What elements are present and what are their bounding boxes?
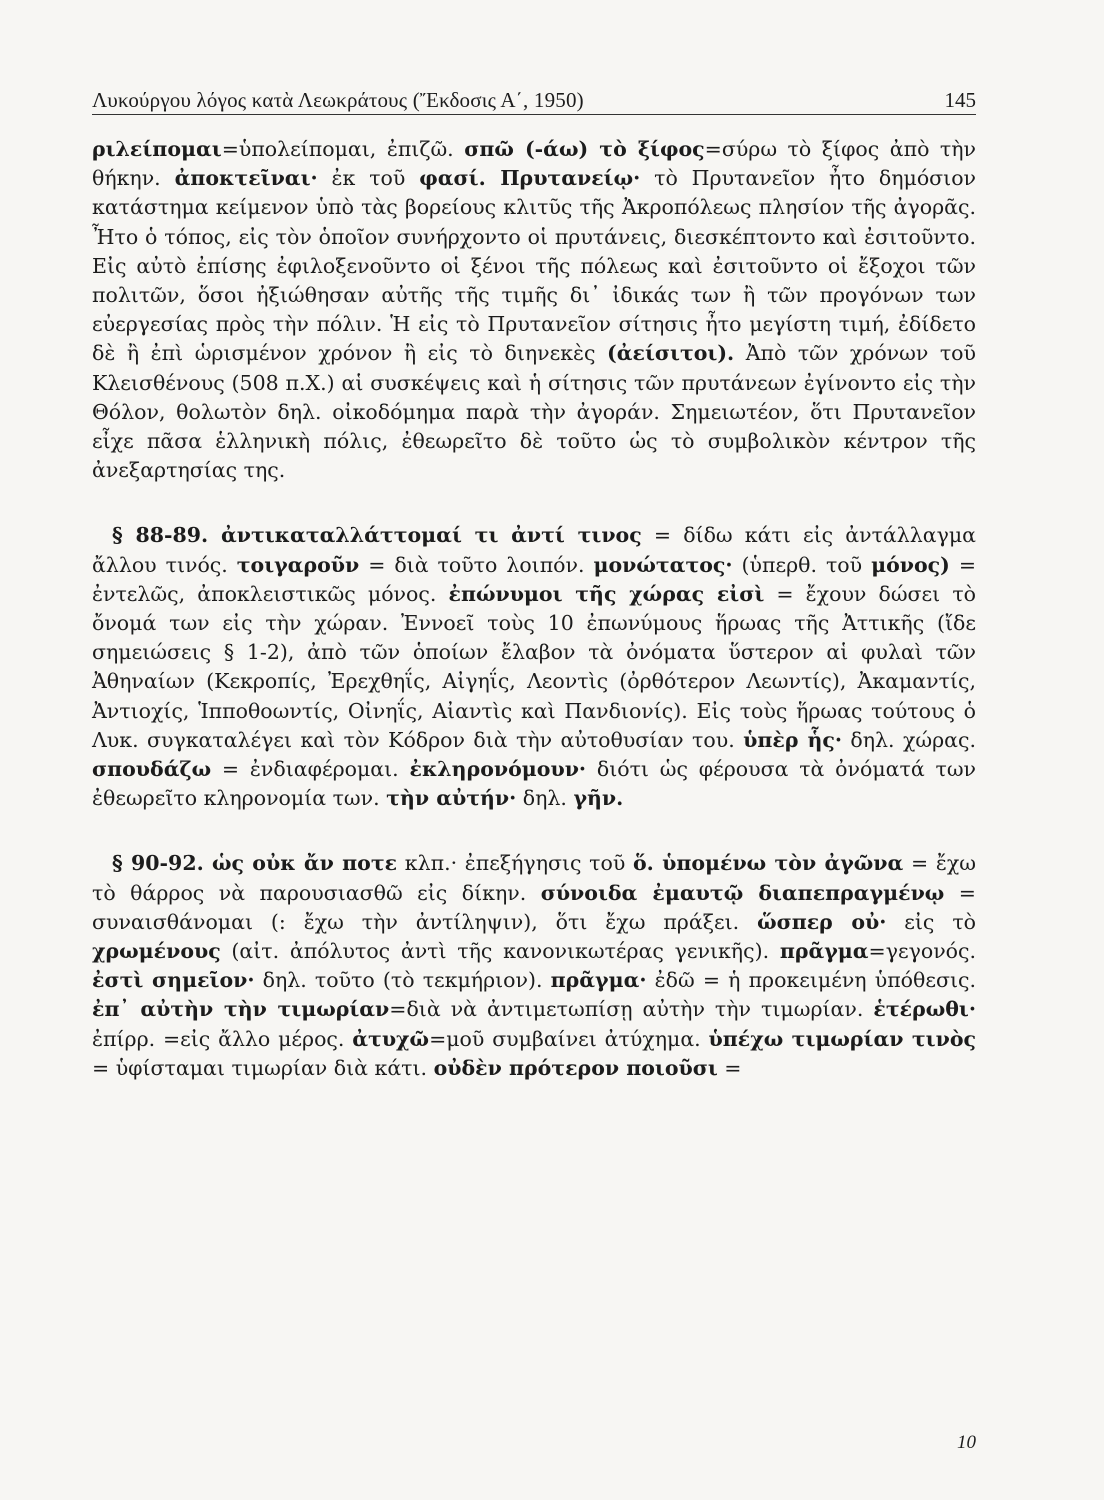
lemma-term: σύνοιδα ἐμαυτῷ διαπεπραγμένῳ [540, 880, 945, 905]
gloss-text: ἐκ τοῦ [317, 166, 420, 191]
lemma-term: σπουδάζω [92, 757, 212, 782]
lemma-term: ἑτέρωθι· [873, 997, 976, 1022]
lemma-term: πρᾶγμα [779, 939, 869, 964]
gloss-text: =μοῦ συμβαίνει ἀτύχημα. [429, 1026, 709, 1051]
gloss-text: = συναισθάνομαι (: ἔχω τὴν ἀντίληψιν), ὅτι ἔχω πράξει. [92, 880, 976, 934]
gloss-text: = ἐνδιαφέρομαι. [211, 757, 410, 782]
gloss-text: = ἔχω τὸ θάρρος νὰ παρουσιασθῶ εἰς δίκην. [92, 851, 976, 905]
gloss-text: ἐδῶ = ἡ προκειμένη ὑπόθεσις. [646, 968, 976, 993]
lemma-term: ὥσπερ οὐ· [757, 909, 887, 934]
paragraph-section-88-89 [92, 521, 976, 813]
gloss-text: κλπ.· ἐπεξήγησις τοῦ [397, 851, 633, 876]
lemma-term: § 90-92. ὡς οὐκ ἄν ποτε [112, 851, 398, 876]
gloss-text: =ὑπολείπομαι, ἐπιζῶ. [221, 137, 465, 161]
gloss-text: εἰς τὸ [886, 909, 977, 934]
lemma-term: σπῶ (-άω) τὸ ξίφος [464, 137, 705, 161]
lemma-term: ἀποκτεῖναι· [174, 166, 318, 191]
gloss-text: Ἀπὸ τῶν χρόνων τοῦ Κλεισθένους (508 π.Χ.) αἱ συσκέψεις καὶ ἡ σίτησις τῶν πρυτάνεων ἐγίνοντο εἰς τὴν Θόλον, θολωτὸν δηλ. οἰκοδόμημα παρὰ τὴν ἀγοράν. Σημειωτέον, ὅτι Πρυτανεῖον εἶχε πᾶσα ἑλληνικὴ πόλις, ἐθεωρεῖτο δὲ τοῦτο ὡς τὸ συμβολικὸν κέντρον τῆς ἀνεξαρτησίας της. [92, 341, 976, 483]
lemma-term: μονώτατος· [593, 552, 733, 577]
lemma-term: τοιγαροῦν [236, 552, 360, 577]
gloss-text: = διὰ τοῦτο λοιπόν. [359, 552, 594, 577]
lemma-term: μόνος) [871, 552, 950, 577]
lemma-term: ἐστὶ σημεῖον· [92, 968, 255, 993]
paragraph-prytaneion [92, 135, 976, 485]
lemma-term: ἐκληρονόμουν· [409, 757, 587, 782]
gloss-text: (αἰτ. ἀπόλυτος ἀντὶ τῆς κανονικωτέρας γενικῆς). [220, 939, 780, 964]
lemma-term: ἀτυχῶ [352, 1026, 430, 1051]
gloss-text: διότι ὡς φέρουσα τὰ ὀνόματά των ἐθεωρεῖτο κληρονομία των. [92, 757, 976, 811]
lemma-term: ὑπὲρ ἧς· [743, 727, 843, 752]
gloss-text: = ἔχουν δώσει τὸ ὄνομά των εἰς τὴν χώραν. Ἐννοεῖ τοὺς 10 ἐπωνύμους ἥρωας τῆς Ἀττικῆς (ἴδε σημειώσεις § 1-2), ἀπὸ τῶν ὁποίων ἔλαβον τὰ ὀνόματα ὕστερον αἱ φυλαὶ τῶν Ἀθηναίων (Κεκροπίς, Ἐρεχθηΐς, Αἰγηΐς, Λεοντὶς (ὀρθότερον Λεωντίς), Ἀκαμαντίς, Ἀντιοχίς, Ἱπποθοωντίς, Οἰνηΐς, Αἰαντὶς καὶ Πανδιονίς). Εἰς τοὺς ἥρωας τούτους ὁ Λυκ. συγκαταλέγει καὶ τὸν Κόδρον διὰ τὴν αὐτοθυσίαν του. [92, 581, 977, 752]
lemma-term: χρωμένους [92, 939, 221, 964]
paragraph-section-90-92 [92, 849, 976, 1083]
gloss-text: = δίδω κάτι εἰς ἀντάλλαγμα ἄλλου τινός. [92, 523, 977, 577]
lemma-term: ὅ. ὑπομένω τὸν ἀγῶνα [632, 851, 904, 876]
lemma-term: ἐπώνυμοι τῆς χώρας εἰσὶ [448, 581, 765, 606]
lemma-term: γῆν. [573, 786, 624, 811]
signature-mark: 10 [957, 1432, 976, 1453]
gloss-text: = ἐντελῶς, ἀποκλειστικῶς μόνος. [92, 552, 976, 606]
gloss-text: =διὰ νὰ ἀντιμετωπίσῃ αὐτὴν τὴν τιμωρίαν. [389, 997, 874, 1022]
gloss-text: = [717, 1055, 742, 1080]
lemma-term: ριλείπομαι [92, 137, 222, 161]
lemma-term: φασί. Πρυτανείῳ· [419, 166, 641, 191]
page-number: 145 [944, 88, 976, 112]
gloss-text: =γεγονός. [868, 939, 976, 964]
lemma-term: ἐπ᾽ αὐτὴν τὴν τιμωρίαν [92, 997, 390, 1022]
page-body [92, 135, 976, 1083]
lemma-term: οὐδὲν πρότερον ποιοῦσι [433, 1055, 718, 1080]
lemma-term: τὴν αὐτήν· [386, 786, 517, 811]
lemma-term: § 88-89. ἀντικαταλλάττομαί τι ἀντί τινος [112, 523, 642, 548]
running-title: Λυκούργου λόγος κατὰ Λεωκράτους (Ἔκδοσις Α΄, 1950) [92, 88, 584, 112]
lemma-term: ὑπέχω τιμωρίαν τινὸς [708, 1026, 976, 1051]
gloss-text: δηλ. χώρας. [842, 727, 976, 752]
gloss-text: (ὑπερθ. τοῦ [732, 552, 872, 577]
gloss-text: δηλ. τοῦτο (τὸ τεκμήριον). [254, 968, 551, 993]
gloss-text: =σύρω τὸ ξίφος ἀπὸ τὴν θήκην. [92, 137, 977, 191]
lemma-term: πρᾶγμα· [550, 968, 647, 993]
header-rule [92, 114, 976, 115]
gloss-text: τὸ Πρυτανεῖον ἦτο δημόσιον κατάστημα κείμενον ὑπὸ τὰς βορείους κλιτῦς τῆς Ἀκροπόλεως πλησίον τῆς ἀγορᾶς. Ἦτο ὁ τόπος, εἰς τὸν ὁποῖον συνήρχοντο οἱ πρυτάνεις, διεσκέπτοντο καὶ ἐσιτοῦντο. Εἰς αὐτὸ ἐπίσης ἐφιλοξενοῦντο οἱ ξένοι τῆς πόλεως καὶ ἐσιτοῦντο οἱ ἔξοχοι τῶν πολιτῶν, ὅσοι ἠξιώθησαν αὐτῆς τῆς τιμῆς δι᾽ ἰδικάς των ἢ τῶν προγόνων των εὐεργεσίας πρὸς τὴν πόλιν. Ἡ εἰς τὸ Πρυτανεῖον σίτησις ἦτο μεγίστη τιμή, ἐδίδετο δὲ ἢ ἐπὶ ὡρισμένον χρόνον ἢ εἰς τὸ διηνεκὲς [92, 166, 976, 366]
gloss-text: ἐπίρρ. =εἰς ἄλλο μέρος. [92, 1026, 353, 1051]
gloss-text: = ὑφίσταμαι τιμωρίαν διὰ κάτι. [92, 1055, 434, 1080]
gloss-text: δηλ. [516, 786, 574, 811]
lemma-term: (ἀείσιτοι). [607, 341, 735, 366]
